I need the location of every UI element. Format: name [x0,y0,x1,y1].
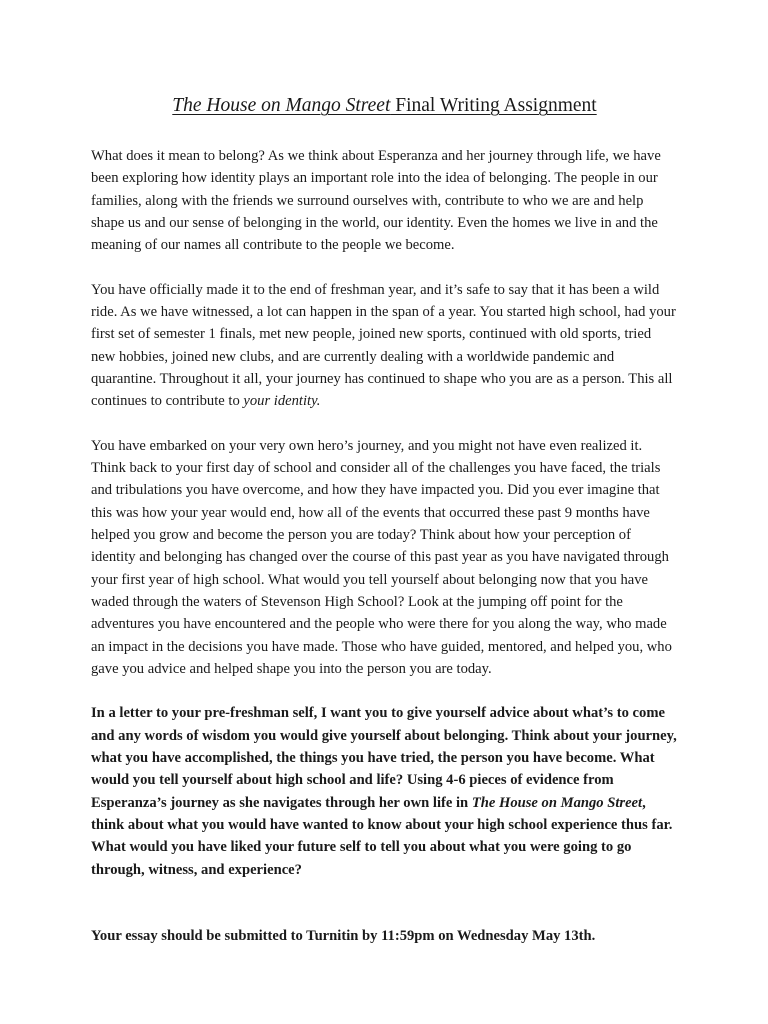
paragraph-freshman-year [91,279,678,413]
paragraph-intro: What does it mean to belong? As we think about Esperanza and her journey through life, we have been exploring how identity plays an important role into the idea of belonging. The people in our families, along with the friends we surround ourselves with, contribute to who we are and help shape us and our sense of belonging in the world, our identity. Even the homes we live in and the meaning of our names all contribute to the people we become. [91,148,661,254]
paragraph-prompt [91,702,678,880]
paragraph-deadline: Your essay should be submitted to Turnitin by 11:59pm on Wednesday May 13th. [91,927,596,944]
page-title [91,94,678,118]
paragraph-heros-journey: You have embarked on your very own hero’s journey, and you might not have even realized it. Think back to your first day of school and consider all of the challenges you have faced, the trials and tribulations you have overcome, and how they have impacted you. Did you ever imagine that this was how your year would end, how all of the events that occurred these past 9 months have helped you grow and become the person you are today? Think about how your perception of identity and belonging has changed over the course of this past year as you have navigated through your first year of high school. What would you tell yourself about belonging now that you have waded through the waters of Stevenson High School? Look at the jumping off point for the adventures you have encountered and the people who were there for you along the way, who made an impact in the decisions you have made. Those who have guided, mentored, and helped you, who gave you advice and helped shape you into the person you are today. [91,437,672,677]
paragraph-freshman-year-text: You have officially made it to the end of freshman year, and it’s safe to say that it has been a wild ride. As we have witnessed, a lot can happen in the span of a year. You started high school, had your first set of semester 1 finals, met new people, joined new sports, continued with old sports, tried new hobbies, joined new clubs, and are currently dealing with a worldwide pandemic and quarantine. Throughout it all, your journey has continued to shape who you are as a person. This all continues to contribute to [91,281,676,410]
paragraph-prompt-text-b: , think about what you would have wanted to know about your high school experience thus far. What would you have liked your future self to tell you about what you were going to go through, witness, and experience? [91,794,673,878]
paragraph-prompt-book-name: The House on Mango Street [471,794,643,811]
title-book-name: The House on Mango Street [172,95,391,116]
paragraph-prompt-text-a: In a letter to your pre-freshman self, I want you to give yourself advice about what’s to come and any words of wisdom you would give yourself about belonging. Think about your journey, what you have accomplished, the things you have tried, the person you have become. What would you tell yourself about high school and life? Using 4-6 pieces of evidence from Esperanza’s journey as she navigates through her own life in [91,705,677,811]
title-rest: Final Writing Assignment [390,95,597,116]
paragraph-freshman-year-emphasis: your identity. [243,393,321,410]
